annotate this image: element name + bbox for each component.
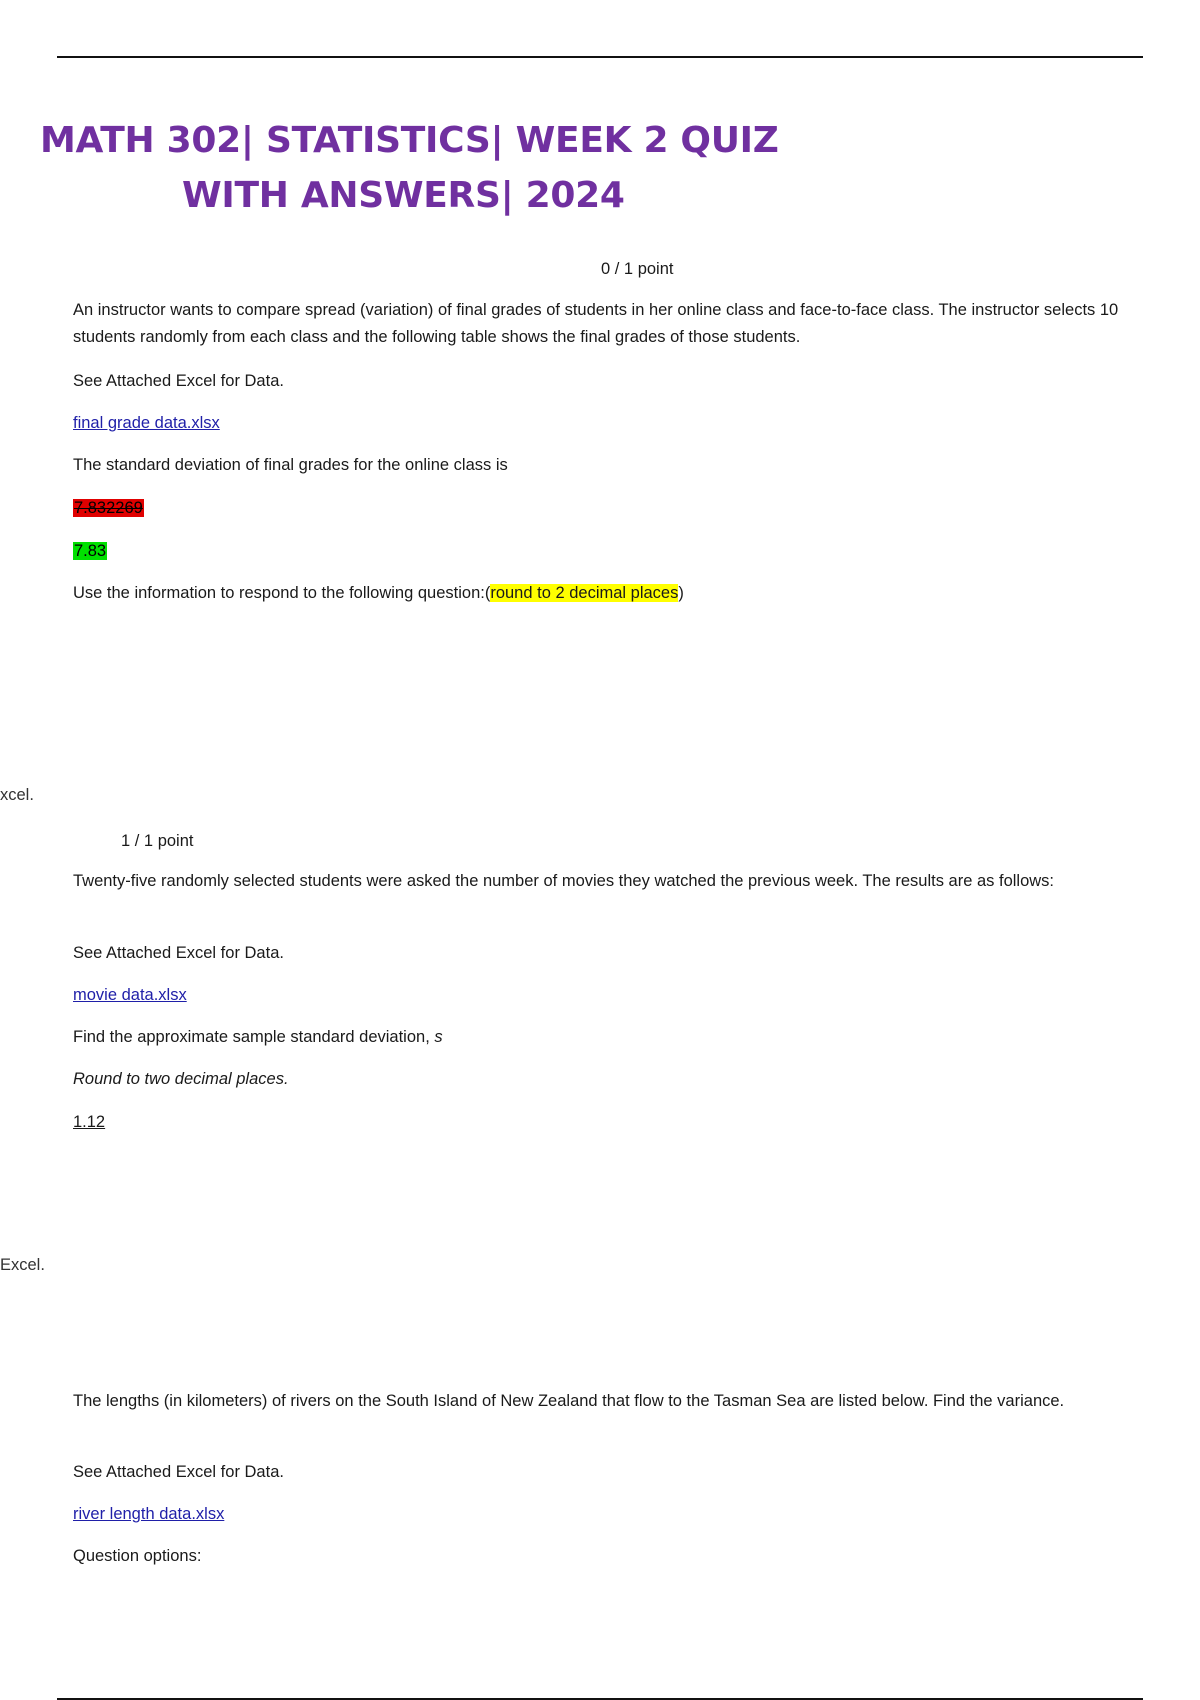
q1-wrong-answer: 7.832269: [74, 499, 143, 517]
q2-prompt: Twenty-five randomly selected students were asked the number of movies they watched the previous week. The results are as follows:: [73, 872, 1055, 890]
q1-correct-answer: 7.83: [74, 542, 107, 560]
side-fragment-1: xcel.: [0, 786, 34, 804]
q1-score: 0 / 1 point: [601, 260, 674, 278]
side-fragment-2: Excel.: [0, 1256, 45, 1274]
q1-see-attached: See Attached Excel for Data.: [73, 372, 284, 390]
document-title-line-2: WITH ANSWERS| 2024: [182, 175, 625, 216]
q2-answer: 1.12: [73, 1113, 106, 1131]
q3-options-label: Question options:: [73, 1547, 202, 1565]
q1-data-link[interactable]: final grade data.xlsx: [73, 414, 220, 432]
q1-correct-answer-row: [73, 538, 107, 565]
document-title-line-1: MATH 302| STATISTICS| WEEK 2 QUIZ: [40, 120, 779, 161]
q3-data-link[interactable]: river length data.xlsx: [73, 1505, 225, 1523]
q1-instruction-suffix: ): [678, 584, 684, 602]
q1-instruction-highlight: round to 2 decimal places: [490, 584, 679, 602]
q1-question: The standard deviation of final grades for the online class is: [73, 456, 508, 474]
header-rule: [57, 56, 1143, 58]
q3-prompt: The lengths (in kilometers) of rivers on the South Island of New Zealand that flow to the Tasman Sea are listed below. Find the variance.: [73, 1392, 1065, 1410]
q1-instruction: [73, 580, 684, 607]
q1-wrong-answer-row: [73, 495, 144, 522]
q3-see-attached: See Attached Excel for Data.: [73, 1463, 284, 1481]
q2-question: [73, 1024, 443, 1051]
q2-score: 1 / 1 point: [121, 832, 194, 850]
q2-data-link[interactable]: movie data.xlsx: [73, 986, 187, 1004]
q2-question-prefix: Find the approximate sample standard deviation,: [73, 1028, 435, 1046]
q2-see-attached: See Attached Excel for Data.: [73, 944, 284, 962]
q2-rounding: Round to two decimal places.: [73, 1070, 289, 1088]
q2-question-variable: s: [434, 1028, 443, 1046]
q1-instruction-prefix: Use the information to respond to the following question:(: [73, 584, 491, 602]
q1-prompt: An instructor wants to compare spread (variation) of final grades of students in her online class and face-to-face class. The instructor selects 10 students randomly from each class and the following table shows the final grades of those students.: [73, 301, 1119, 346]
